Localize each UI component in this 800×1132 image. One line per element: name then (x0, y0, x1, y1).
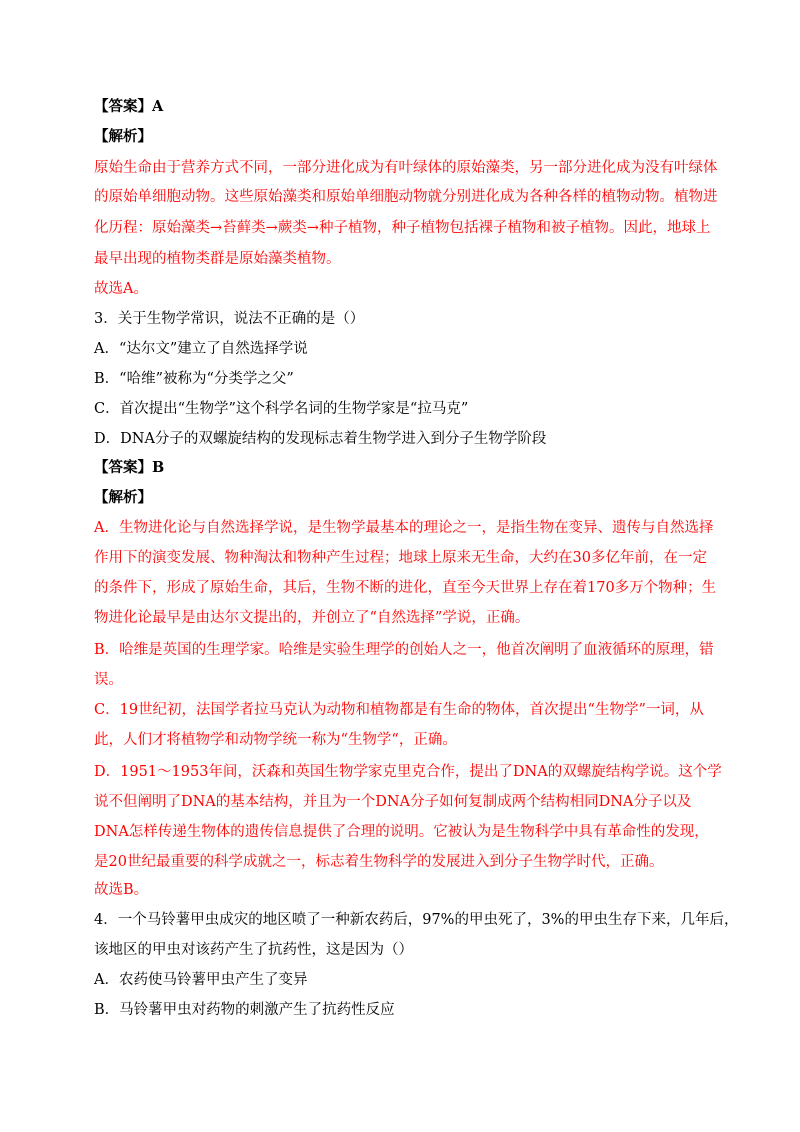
analysis-text-q3: B．哈维是英国的生理学家。哈维是实验生理学的创始人之一，他首次阐明了血液循环的原理，错 (94, 642, 714, 658)
analysis-text-q3: 作用下的演变发展、物种淘汰和物种产生过程；地球上原来无生命，大约在30多亿年前，在一定 (94, 550, 707, 566)
question-3-option-a: A．“达尔文”建立了自然选择学说 (94, 341, 308, 357)
analysis-label-q2: 【解析】 (94, 128, 152, 145)
conclusion-q3: 故选B。 (94, 882, 149, 898)
analysis-text-q2: 的原始单细胞动物。这些原始藻类和原始单细胞动物就分别进化成为各种各样的植物动物。植物进 (94, 189, 718, 205)
analysis-text-q2: 化历程：原始藻类→苔藓类→蕨类→种子植物，种子植物包括裸子植物和被子植物。因此，地球上 (94, 220, 711, 236)
question-4-stem: 该地区的甲虫对该药产生了抗药性，这是因为（） (94, 942, 413, 958)
analysis-text-q3: 误。 (94, 672, 123, 688)
question-3-option-c: C．首次提出“生物学”这个科学名词的生物学家是“拉马克” (94, 401, 469, 417)
conclusion-q2: 故选A。 (94, 281, 148, 297)
analysis-text-q2: 最早出现的植物类群是原始藻类植物。 (94, 251, 341, 267)
question-4-option-a: A．农药使马铃薯甲虫产生了变异 (94, 972, 308, 988)
question-3-option-b: B．“哈维”被称为“分类学之父” (94, 371, 294, 387)
analysis-text-q2: 原始生命由于营养方式不同，一部分进化成为有叶绿体的原始藻类，另一部分进化成为没有叶绿体 (94, 160, 718, 176)
question-3-option-d: D．DNA分子的双螺旋结构的发现标志着生物学进入到分子生物学阶段 (94, 431, 547, 447)
question-3-stem: 3．关于生物学常识，说法不正确的是（） (94, 311, 365, 327)
analysis-text-q3: 此，人们才将植物学和动物学统一称为“生物学“，正确。 (94, 732, 457, 748)
analysis-text-q3: C．19世纪初，法国学者拉马克认为动物和植物都是有生命的物体，首次提出“生物学”一词，从 (94, 702, 704, 718)
analysis-text-q3: 物进化论最早是由达尔文提出的，并创立了“自然选择”学说，正确。 (94, 610, 530, 626)
analysis-text-q3: D．1951～1953年间，沃森和英国生物学家克里克合作，提出了DNA的双螺旋结构学说。这个学 (94, 764, 722, 780)
answer-label-q2: 【答案】A (94, 98, 164, 115)
analysis-text-q3: 的条件下，形成了原始生命，其后，生物不断的进化，直至今天世界上存在着170多万个物种；生 (94, 580, 717, 596)
analysis-text-q3: A．生物进化论与自然选择学说，是生物学最基本的理论之一，是指生物在变异、遗传与自然选择 (94, 520, 714, 536)
answer-label-q3: 【答案】B (94, 459, 165, 476)
analysis-text-q3: DNA怎样传递生物体的遗传信息提供了合理的说明。它被认为是生物科学中具有革命性的发现， (94, 824, 709, 840)
analysis-label-q3: 【解析】 (94, 489, 152, 506)
question-4-option-b: B．马铃薯甲虫对药物的刺激产生了抗药性反应 (94, 1002, 395, 1018)
analysis-text-q3: 是20世纪最重要的科学成就之一，标志着生物科学的发展进入到分子生物学时代，正确。 (94, 854, 664, 870)
analysis-text-q3: 说不但阐明了DNA的基本结构，并且为一个DNA分子如何复制成两个结构相同DNA分子以及 (94, 794, 692, 810)
question-4-stem: 4．一个马铃薯甲虫成灾的地区喷了一种新农药后，97%的甲虫死了，3%的甲虫生存下来，几年后， (94, 912, 739, 928)
